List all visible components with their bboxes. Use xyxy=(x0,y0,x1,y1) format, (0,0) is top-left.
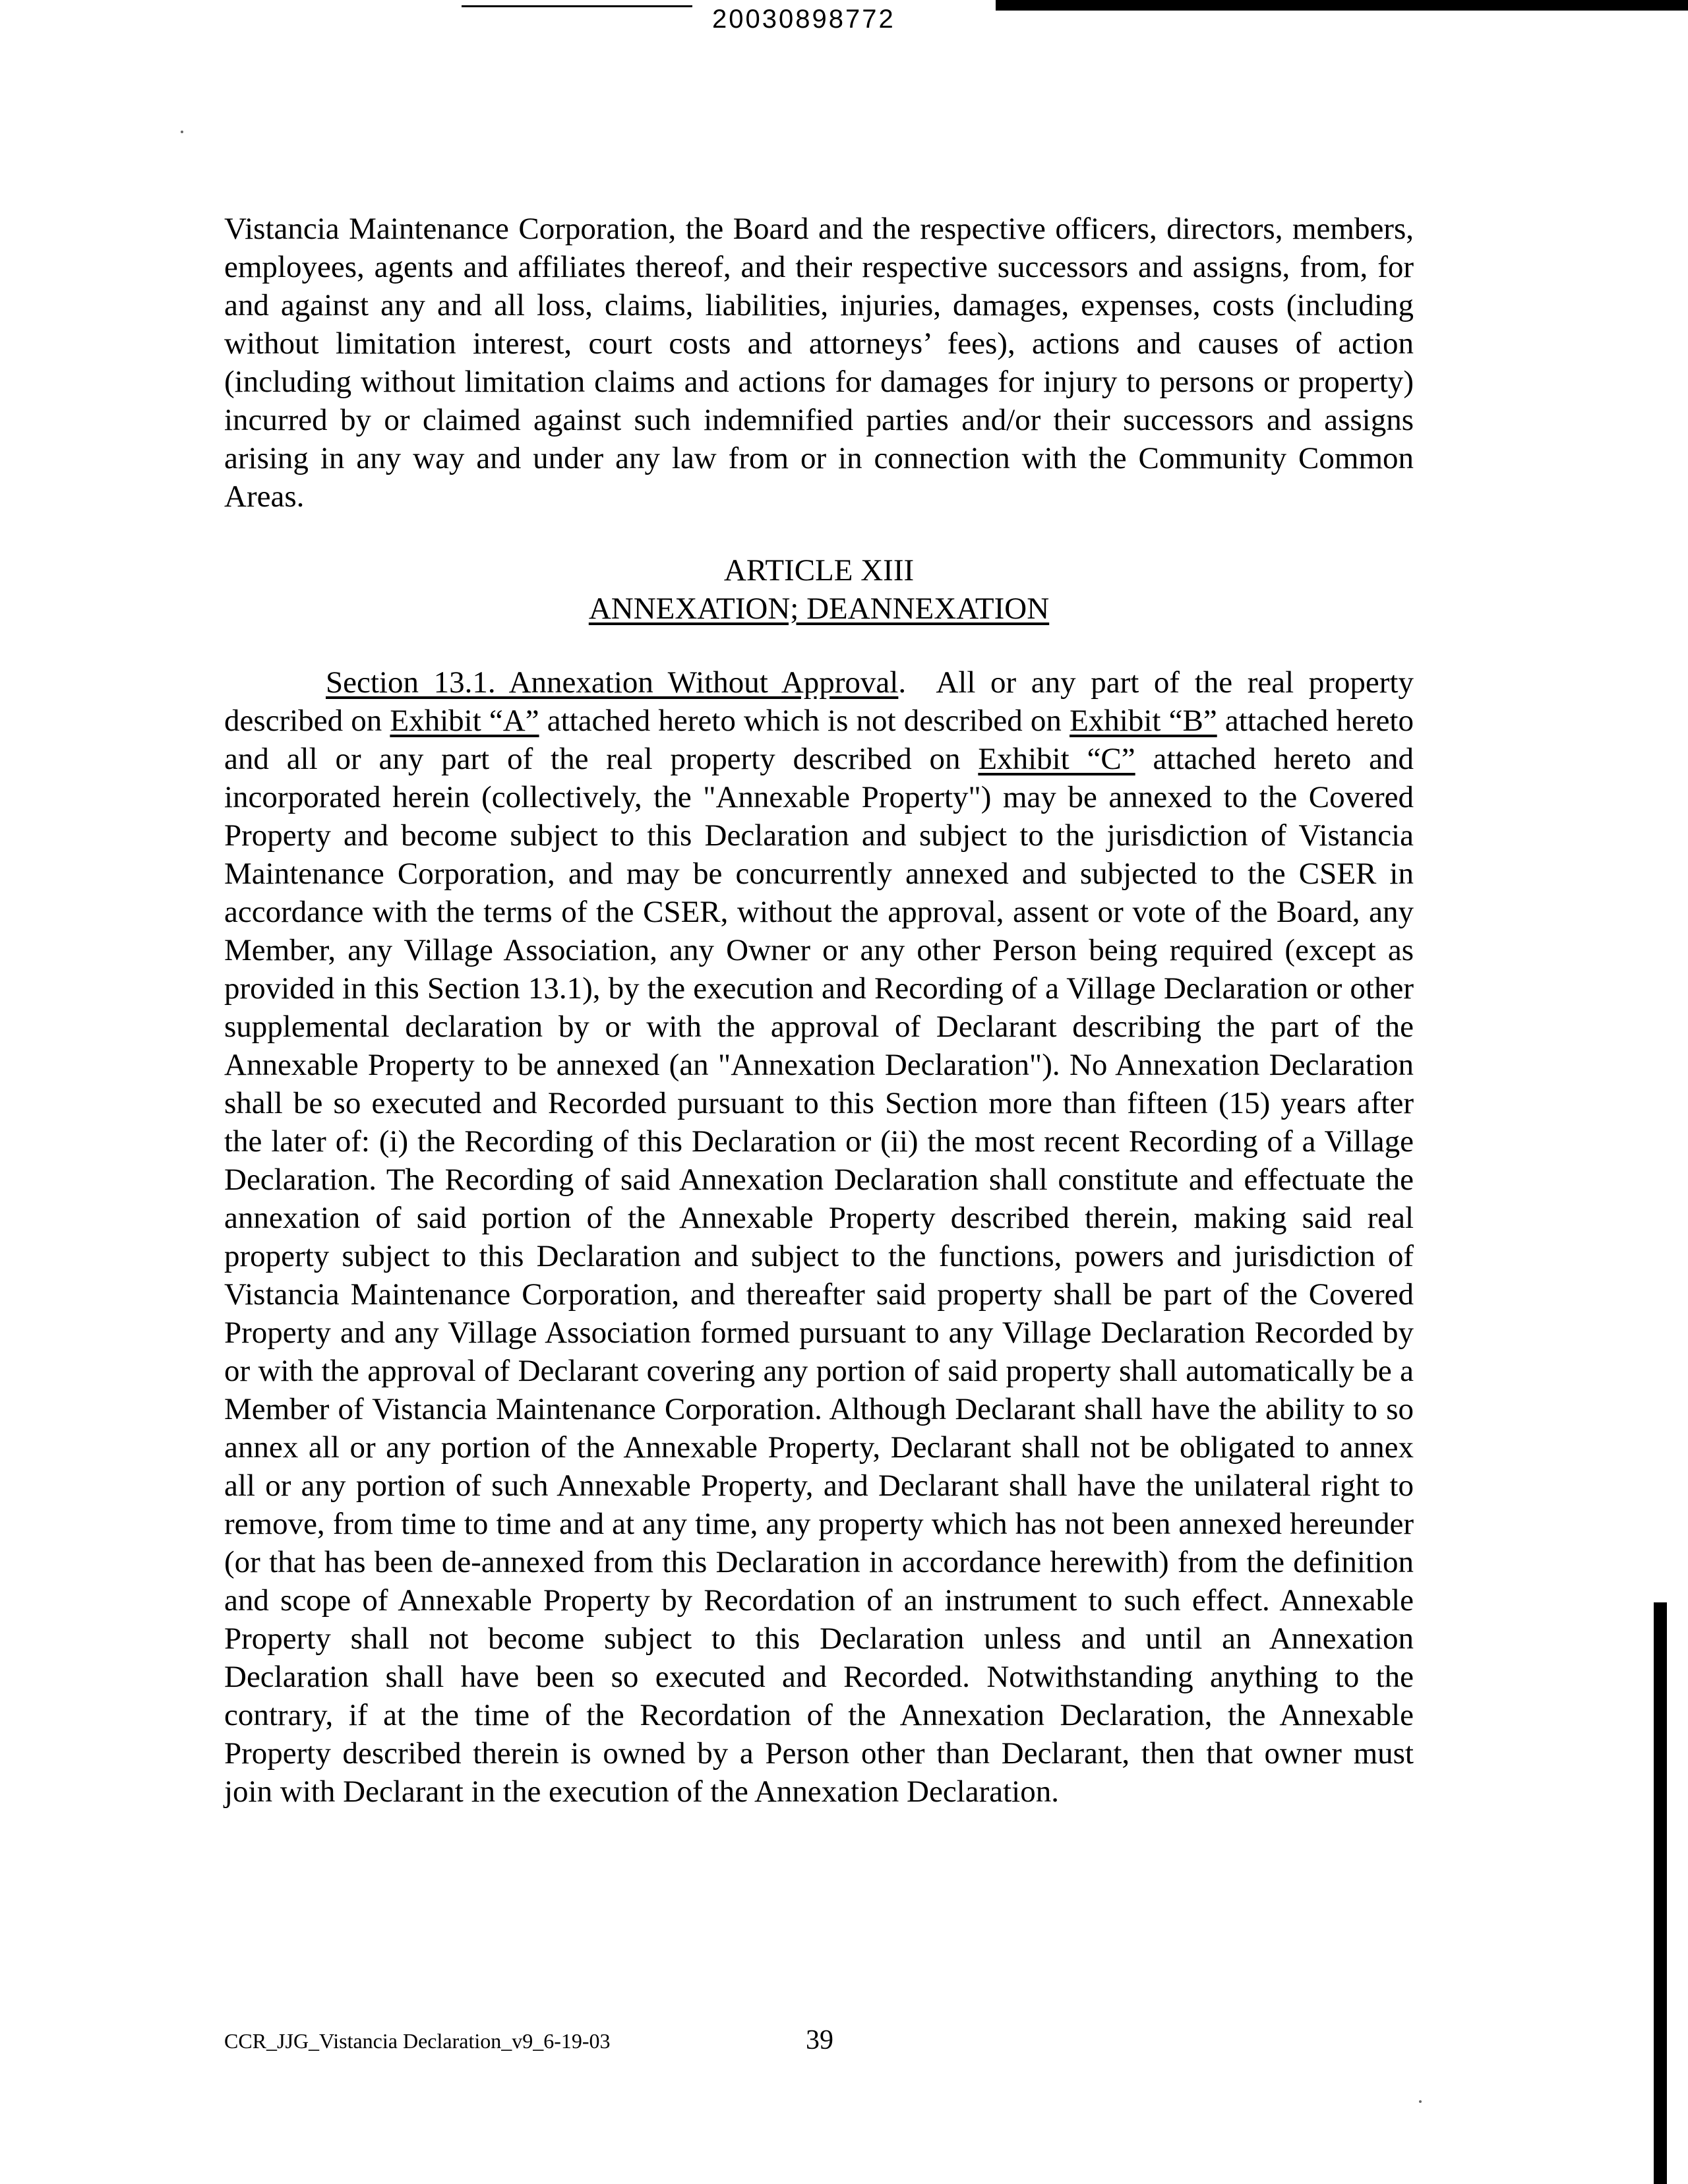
section-text-3: attached hereto and all or any part of the real property described on xyxy=(224,704,1414,776)
section-13-1-paragraph: Section 13.1. Annexation Without Approval. All or any part of the real property described on Exhibit “A” attached hereto which is not described on Exhibit “B” attached hereto and all or any part of the real property described on Exhibit “C” attached hereto and incorporated herein (collectively, the "Annexable Property") may be annexed to the Covered Property and become subject to this Declaration and subject to the jurisdiction of Vistancia Maintenance Corporation, and may be concurrently annexed and subjected to the CSER in accordance with the terms of the CSER, without the approval, assent or vote of the Board, any Member, any Village Association, any Owner or any other Person being required (except as provided in this Section 13.1), by the execution and Recording of a Village Declaration or other supplemental declaration by or with the approval of Declarant describing the part of the Annexable Property to be annexed (an "Annexation Declaration"). No Annexation Declaration shall be so executed and Recorded pursuant to this Section more than fifteen (15) years after the later of: (i) the Recording of this Declaration or (ii) the most recent Recording of a Village Declaration. The Recording of said Annexation Declaration shall constitute and effectuate the annexation of said portion of the Annexable Property described therein, making said real property subject to this Declaration and subject to the functions, powers and jurisdiction of Vistancia Maintenance Corporation, and thereafter said property shall be part of the Covered Property and any Village Association formed pursuant to any Village Declaration Recorded by or with the approval of Declarant covering any portion of said property shall automatically be a Member of Vistancia Maintenance Corporation. Although Declarant shall have the ability to so annex all or any portion of the Annexable Property, Declarant shall not be obligated to annex all or any portion of such Annexable Property, and Declarant shall have the unilateral right to remove, from time to time and at any time, any property which has not been annexed hereunder (or that has been de-annexed from this Declaration in accordance herewith) from the definition and scope of Annexable Property by Recordation of an instrument to such effect. Annexable Property shall not become subject to this Declaration unless and until an Annexation Declaration shall have been so executed and Recorded. Notwithstanding anything to the contrary, if at the time of the Recordation of the Annexation Declaration, the Annexable Property described therein is owned by a Person other than Declarant, then that owner must join with Declarant in the execution of the Annexation Declaration. xyxy=(224,665,1414,1809)
footer-file-reference: CCR_JJG_Vistancia Declaration_v9_6-19-03 xyxy=(224,2029,611,2053)
document-number: 20030898772 xyxy=(712,5,895,34)
top-rule-right xyxy=(996,0,1688,11)
article-title xyxy=(224,590,1414,628)
exhibit-b-reference: Exhibit “B” xyxy=(1070,704,1217,738)
section-text-2: attached hereto which is not described on xyxy=(539,704,1070,738)
exhibit-c-reference: Exhibit “C” xyxy=(978,742,1135,776)
scan-edge-bar xyxy=(1654,1602,1667,2184)
article-number: ARTICLE XIII xyxy=(723,553,915,588)
scan-speck xyxy=(1419,2100,1422,2103)
top-rule-left xyxy=(462,5,692,7)
page-body xyxy=(224,210,1414,1811)
section-text-1: All or any part of the real property described on xyxy=(224,665,1414,738)
paragraph-indemnification: Vistancia Maintenance Corporation, the Board and the respective officers, directors, members, employees, agents and affiliates thereof, and their respective successors and assigns, from, for and against any and all loss, claims, liabilities, injuries, damages, expenses, costs (including without limitation interest, court costs and attorneys’ fees), actions and causes of action (including without limitation claims and actions for damages for injury to persons or property) incurred by or claimed against such indemnified parties and/or their successors and assigns arising in any way and under any law from or in connection with the Community Common Areas. xyxy=(224,212,1414,514)
section-heading: Section 13.1. Annexation Without Approval xyxy=(326,665,899,700)
exhibit-a-reference: Exhibit “A” xyxy=(390,704,539,738)
footer-page-number: 39 xyxy=(806,2025,833,2055)
article-heading xyxy=(224,551,1414,628)
article-title-text: ANNEXATION; DEANNEXATION xyxy=(588,592,1050,626)
section-text-4: attached hereto and incorporated herein (collectively, the "Annexable Property") may be annexed to the Covered Property and become subject to this Declaration and subject to the jurisdiction of Vistancia Maintenance Corporation, and may be concurrently annexed and subjected to the CSER in accordance with the terms of the CSER, without the approval, assent or vote of the Board, any Member, any Village Association, any Owner or any other Person being required (except as provided in this Section 13.1), by the execution and Recording of a Village Declaration or other supplemental declaration by or with the approval of Declarant describing the part of the Annexable Property to be annexed (an "Annexation Declaration"). No Annexation Declaration shall be so executed and Recorded pursuant to this Section more than fifteen (15) years after the later of: (i) the Recording of this Declaration or (ii) the most recent Recording of a Village Declaration. The Recording of said Annexation Declaration shall constitute and effectuate the annexation of said portion of the Annexable Property described therein, making said real property subject to this Declaration and subject to the functions, powers and jurisdiction of Vistancia Maintenance Corporation, and thereafter said property shall be part of the Covered Property and any Village Association formed pursuant to any Village Declaration Recorded by or with the approval of Declarant covering any portion of said property shall automatically be a Member of Vistancia Maintenance Corporation. Although Declarant shall have the ability to so annex all or any portion of the Annexable Property, Declarant shall not be obligated to annex all or any portion of such Annexable Property, and Declarant shall have the unilateral right to remove, from time to time and at any time, any property which has not been annexed hereunder (or that has been de-annexed from this Declaration in accordance herewith) from the definition and scope of Annexable Property by Recordation of an instrument to such effect. Annexable Property shall not become subject to this Declaration unless and until an Annexation Declaration shall have been so executed and Recorded. Notwithstanding anything to the contrary, if at the time of the Recordation of the Annexation Declaration, the Annexable Property described therein is owned by a Person other than Declarant, then that owner must join with Declarant in the execution of the Annexation Declaration. xyxy=(224,742,1414,1809)
scan-speck xyxy=(181,131,183,133)
